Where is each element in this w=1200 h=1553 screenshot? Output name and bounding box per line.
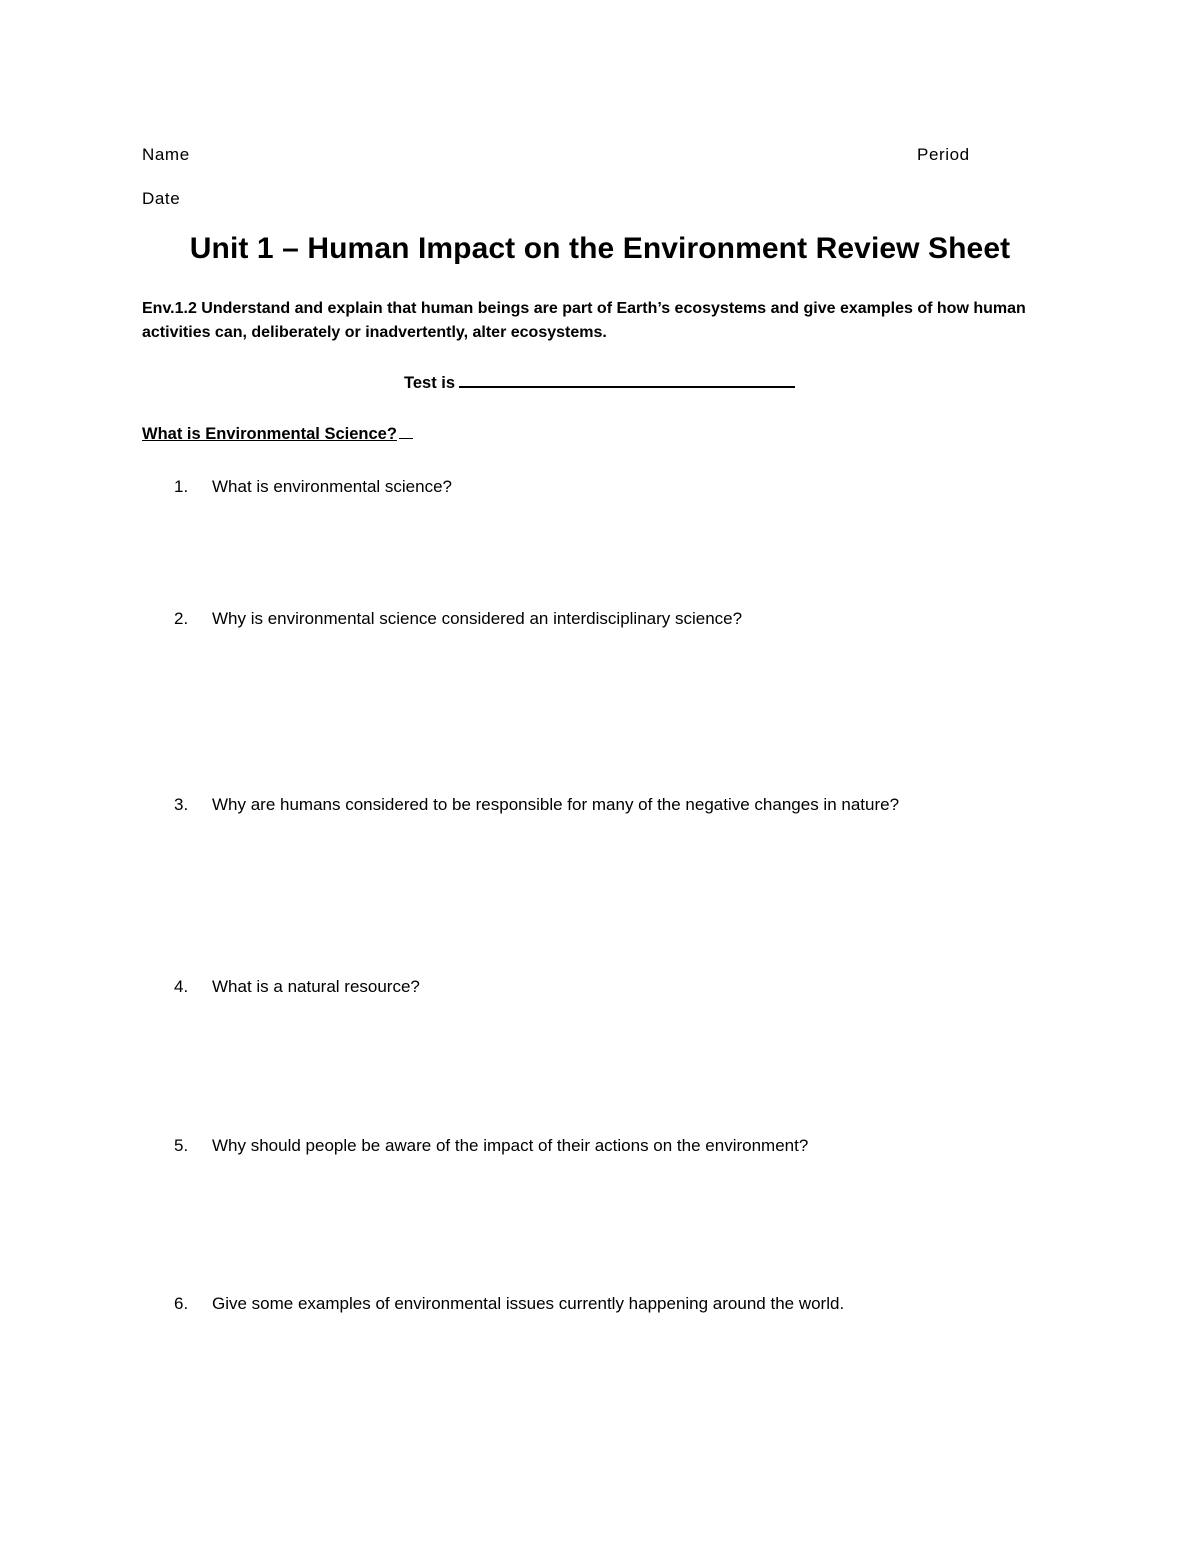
test-date-line <box>404 372 795 393</box>
question-number: 1. <box>174 477 189 496</box>
question-number: 5. <box>174 1136 189 1155</box>
name-label: Name <box>142 145 190 164</box>
question-item <box>174 477 452 497</box>
page-title: Unit 1 – Human Impact on the Environment Review Sheet <box>189 232 1011 265</box>
question-text: Why should people be aware of the impact of their actions on the environment? <box>212 1136 809 1155</box>
question-text: Why is environmental science considered an interdisciplinary science? <box>212 609 743 628</box>
period-label: Period <box>917 145 970 164</box>
question-text: Why are humans considered to be responsible for many of the negative changes in nature? <box>212 795 900 814</box>
question-item <box>174 1136 808 1156</box>
date-label: Date <box>142 189 181 208</box>
question-item <box>174 977 420 997</box>
question-item <box>174 1294 844 1314</box>
question-number: 4. <box>174 977 189 996</box>
question-number: 3. <box>174 795 189 814</box>
test-date-label: Test is <box>404 374 456 392</box>
question-item <box>174 609 742 629</box>
question-number: 6. <box>174 1294 189 1313</box>
question-item <box>174 795 899 815</box>
question-text: Give some examples of environmental issues currently happening around the world. <box>212 1294 845 1313</box>
question-text: What is environmental science? <box>212 477 453 496</box>
standard-statement: Env.1.2 Understand and explain that human beings are part of Earth’s ecosystems and give examples of how human activities can, deliberately or inadvertently, alter ecosystems. <box>142 300 1026 341</box>
question-number: 2. <box>174 609 189 628</box>
section-heading: What is Environmental Science? <box>142 425 413 444</box>
test-date-blank <box>459 372 795 388</box>
question-text: What is a natural resource? <box>212 977 420 996</box>
